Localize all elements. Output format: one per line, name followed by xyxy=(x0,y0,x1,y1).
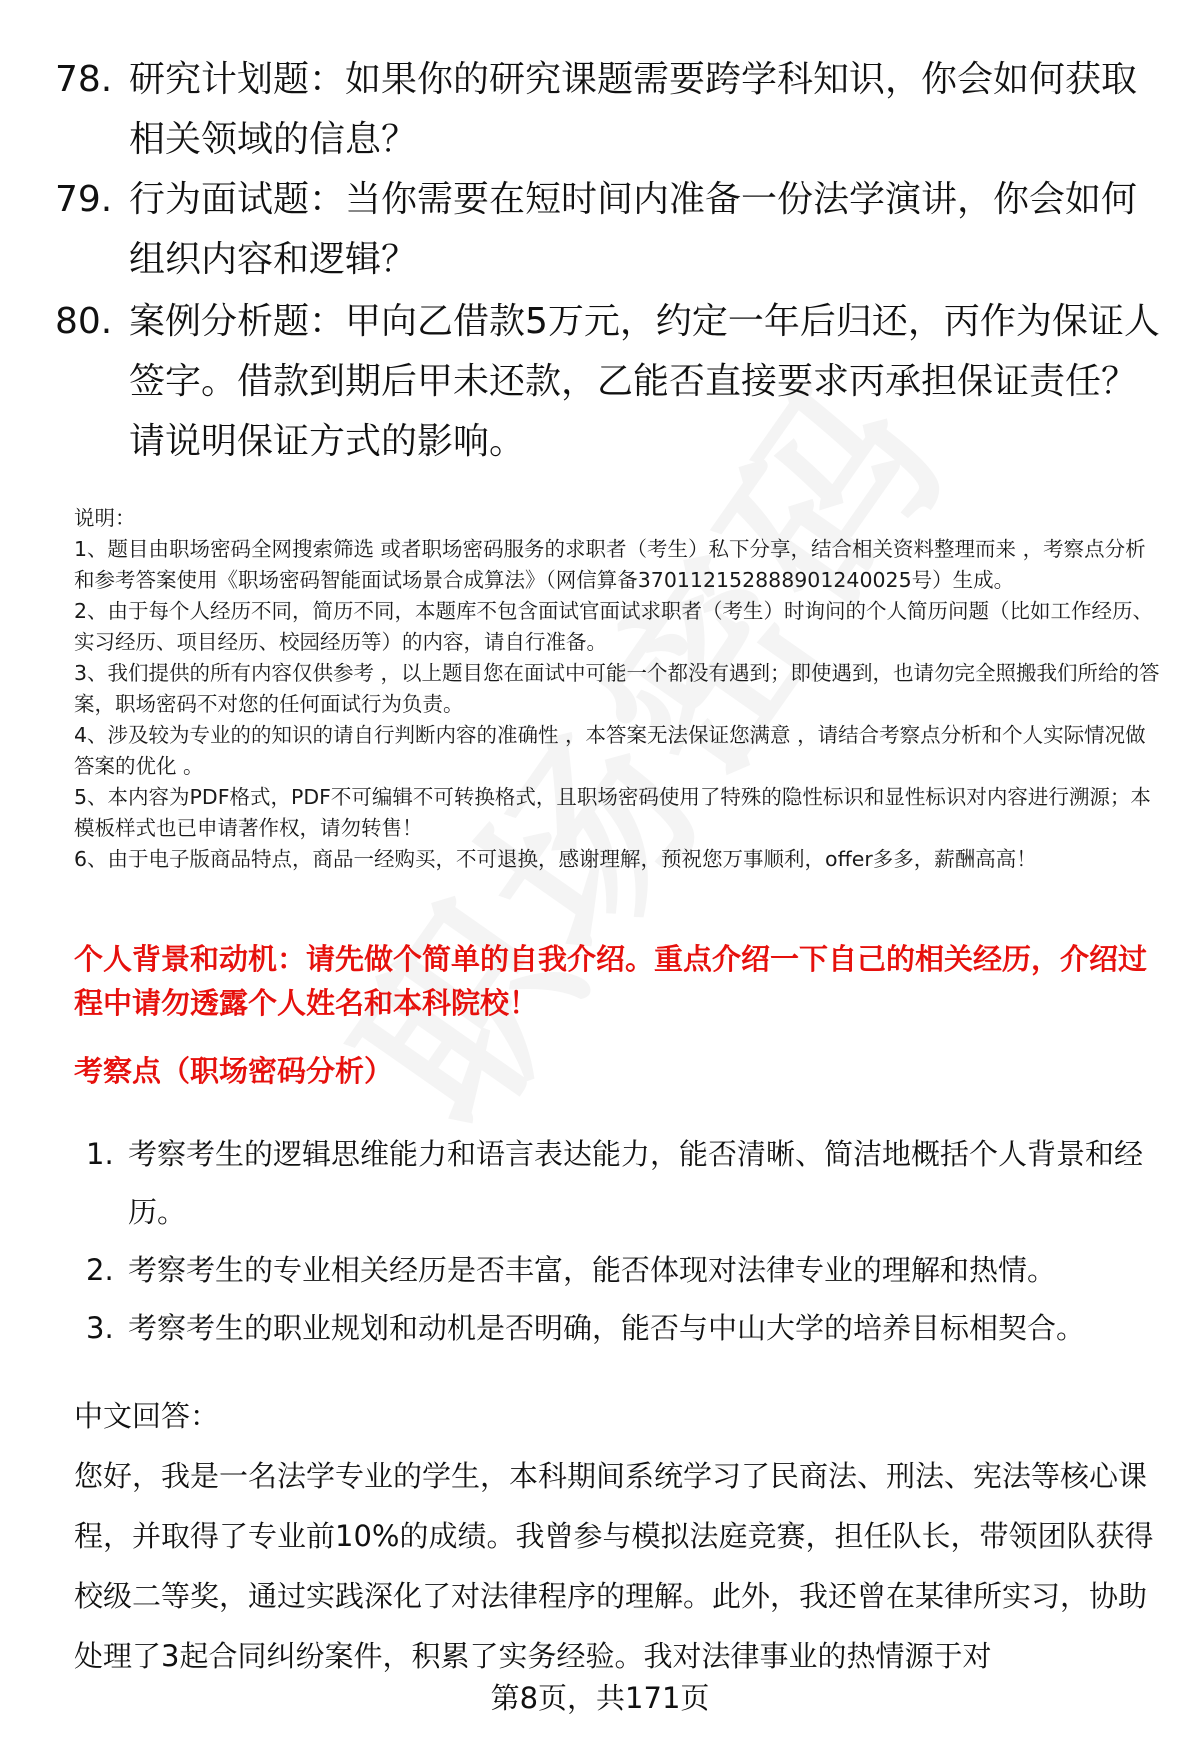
question-text: 研究计划题：如果你的研究课题需要跨学科知识，你会如何获取相关领域的信息？ xyxy=(129,59,1138,160)
question-number: 80. xyxy=(55,301,113,342)
question-78 xyxy=(55,50,1165,170)
notes-title: 说明： xyxy=(74,506,136,530)
page-footer: 第8页，共171页 xyxy=(490,1681,710,1715)
note-item: 5、本内容为PDF格式，PDF不可编辑不可转换格式，且职场密码使用了特殊的隐性标识和显性标识对内容进行溯源；本模板样式也已申请著作权，请勿转售！ xyxy=(74,785,1151,840)
question-number: 79. xyxy=(55,179,113,220)
note-item: 4、涉及较为专业的的知识的请自行判断内容的准确性 ，本答案无法保证您满意 ，请结合考察点分析和个人实际情况做答案的优化 。 xyxy=(74,723,1146,778)
point-text: 考察考生的专业相关经历是否丰富，能否体现对法律专业的理解和热情。 xyxy=(128,1253,1057,1287)
question-text: 案例分析题：甲向乙借款5万元，约定一年后归还，丙作为保证人签字。借款到期后甲未还款，乙能否直接要求丙承担保证责任？请说明保证方式的影响。 xyxy=(129,301,1160,462)
question-79 xyxy=(55,170,1165,290)
point-number: 3. xyxy=(86,1311,114,1345)
question-number: 78. xyxy=(55,59,113,100)
note-item: 3、我们提供的所有内容仅供参考 ，以上题目您在面试中可能一个都没有遇到；即使遇到，也请勿完全照搬我们所给的答案，职场密码不对您的任何面试行为负责。 xyxy=(74,661,1160,716)
note-item: 6、由于电子版商品特点，商品一经购买，不可退换，感谢理解，预祝您万事顺利，offer多多，薪酬高高！ xyxy=(74,847,1037,871)
featured-question: 个人背景和动机：请先做个简单的自我介绍。重点介绍一下自己的相关经历，介绍过程中请勿透露个人姓名和本科院校！ xyxy=(74,942,1148,1020)
analysis-heading: 考察点（职场密码分析） xyxy=(74,1054,394,1088)
analysis-point xyxy=(74,1241,1164,1299)
point-number: 1. xyxy=(86,1137,114,1171)
note-item: 1、题目由职场密码全网搜索筛选 或者职场密码服务的求职者（考生）私下分享，结合相关资料整理而来 ，考察点分析和参考答案使用《职场密码智能面试场景合成算法》（网信算备370112152888901240025号）生成。 xyxy=(74,537,1146,592)
notes-section xyxy=(74,503,1164,875)
question-text: 行为面试题：当你需要在短时间内准备一份法学演讲，你会如何组织内容和逻辑？ xyxy=(129,179,1138,280)
note-item: 2、由于每个人经历不同，简历不同，本题库不包含面试官面试求职者（考生）时询问的个人简历问题（比如工作经历、实习经历、项目经历、校园经历等）的内容，请自行准备。 xyxy=(74,599,1154,654)
point-text: 考察考生的职业规划和动机是否明确，能否与中山大学的培养目标相契合。 xyxy=(128,1311,1086,1345)
analysis-point xyxy=(74,1299,1164,1357)
answer-body: 您好，我是一名法学专业的学生，本科期间系统学习了民商法、刑法、宪法等核心课程，并取得了专业前10%的成绩。我曾参与模拟法庭竞赛，担任队长，带领团队获得校级二等奖，通过实践深化了对法律程序的理解。此外，我还曾在某律所实习，协助处理了3起合同纠纷案件，积累了实务经验。我对法律事业的热情源于对 xyxy=(74,1459,1154,1673)
answer-label: 中文回答： xyxy=(74,1399,220,1433)
point-number: 2. xyxy=(86,1253,114,1287)
analysis-point xyxy=(74,1125,1164,1241)
analysis-points xyxy=(74,1125,1164,1357)
point-text: 考察考生的逻辑思维能力和语言表达能力，能否清晰、简洁地概括个人背景和经历。 xyxy=(128,1137,1144,1229)
question-80 xyxy=(55,292,1165,472)
